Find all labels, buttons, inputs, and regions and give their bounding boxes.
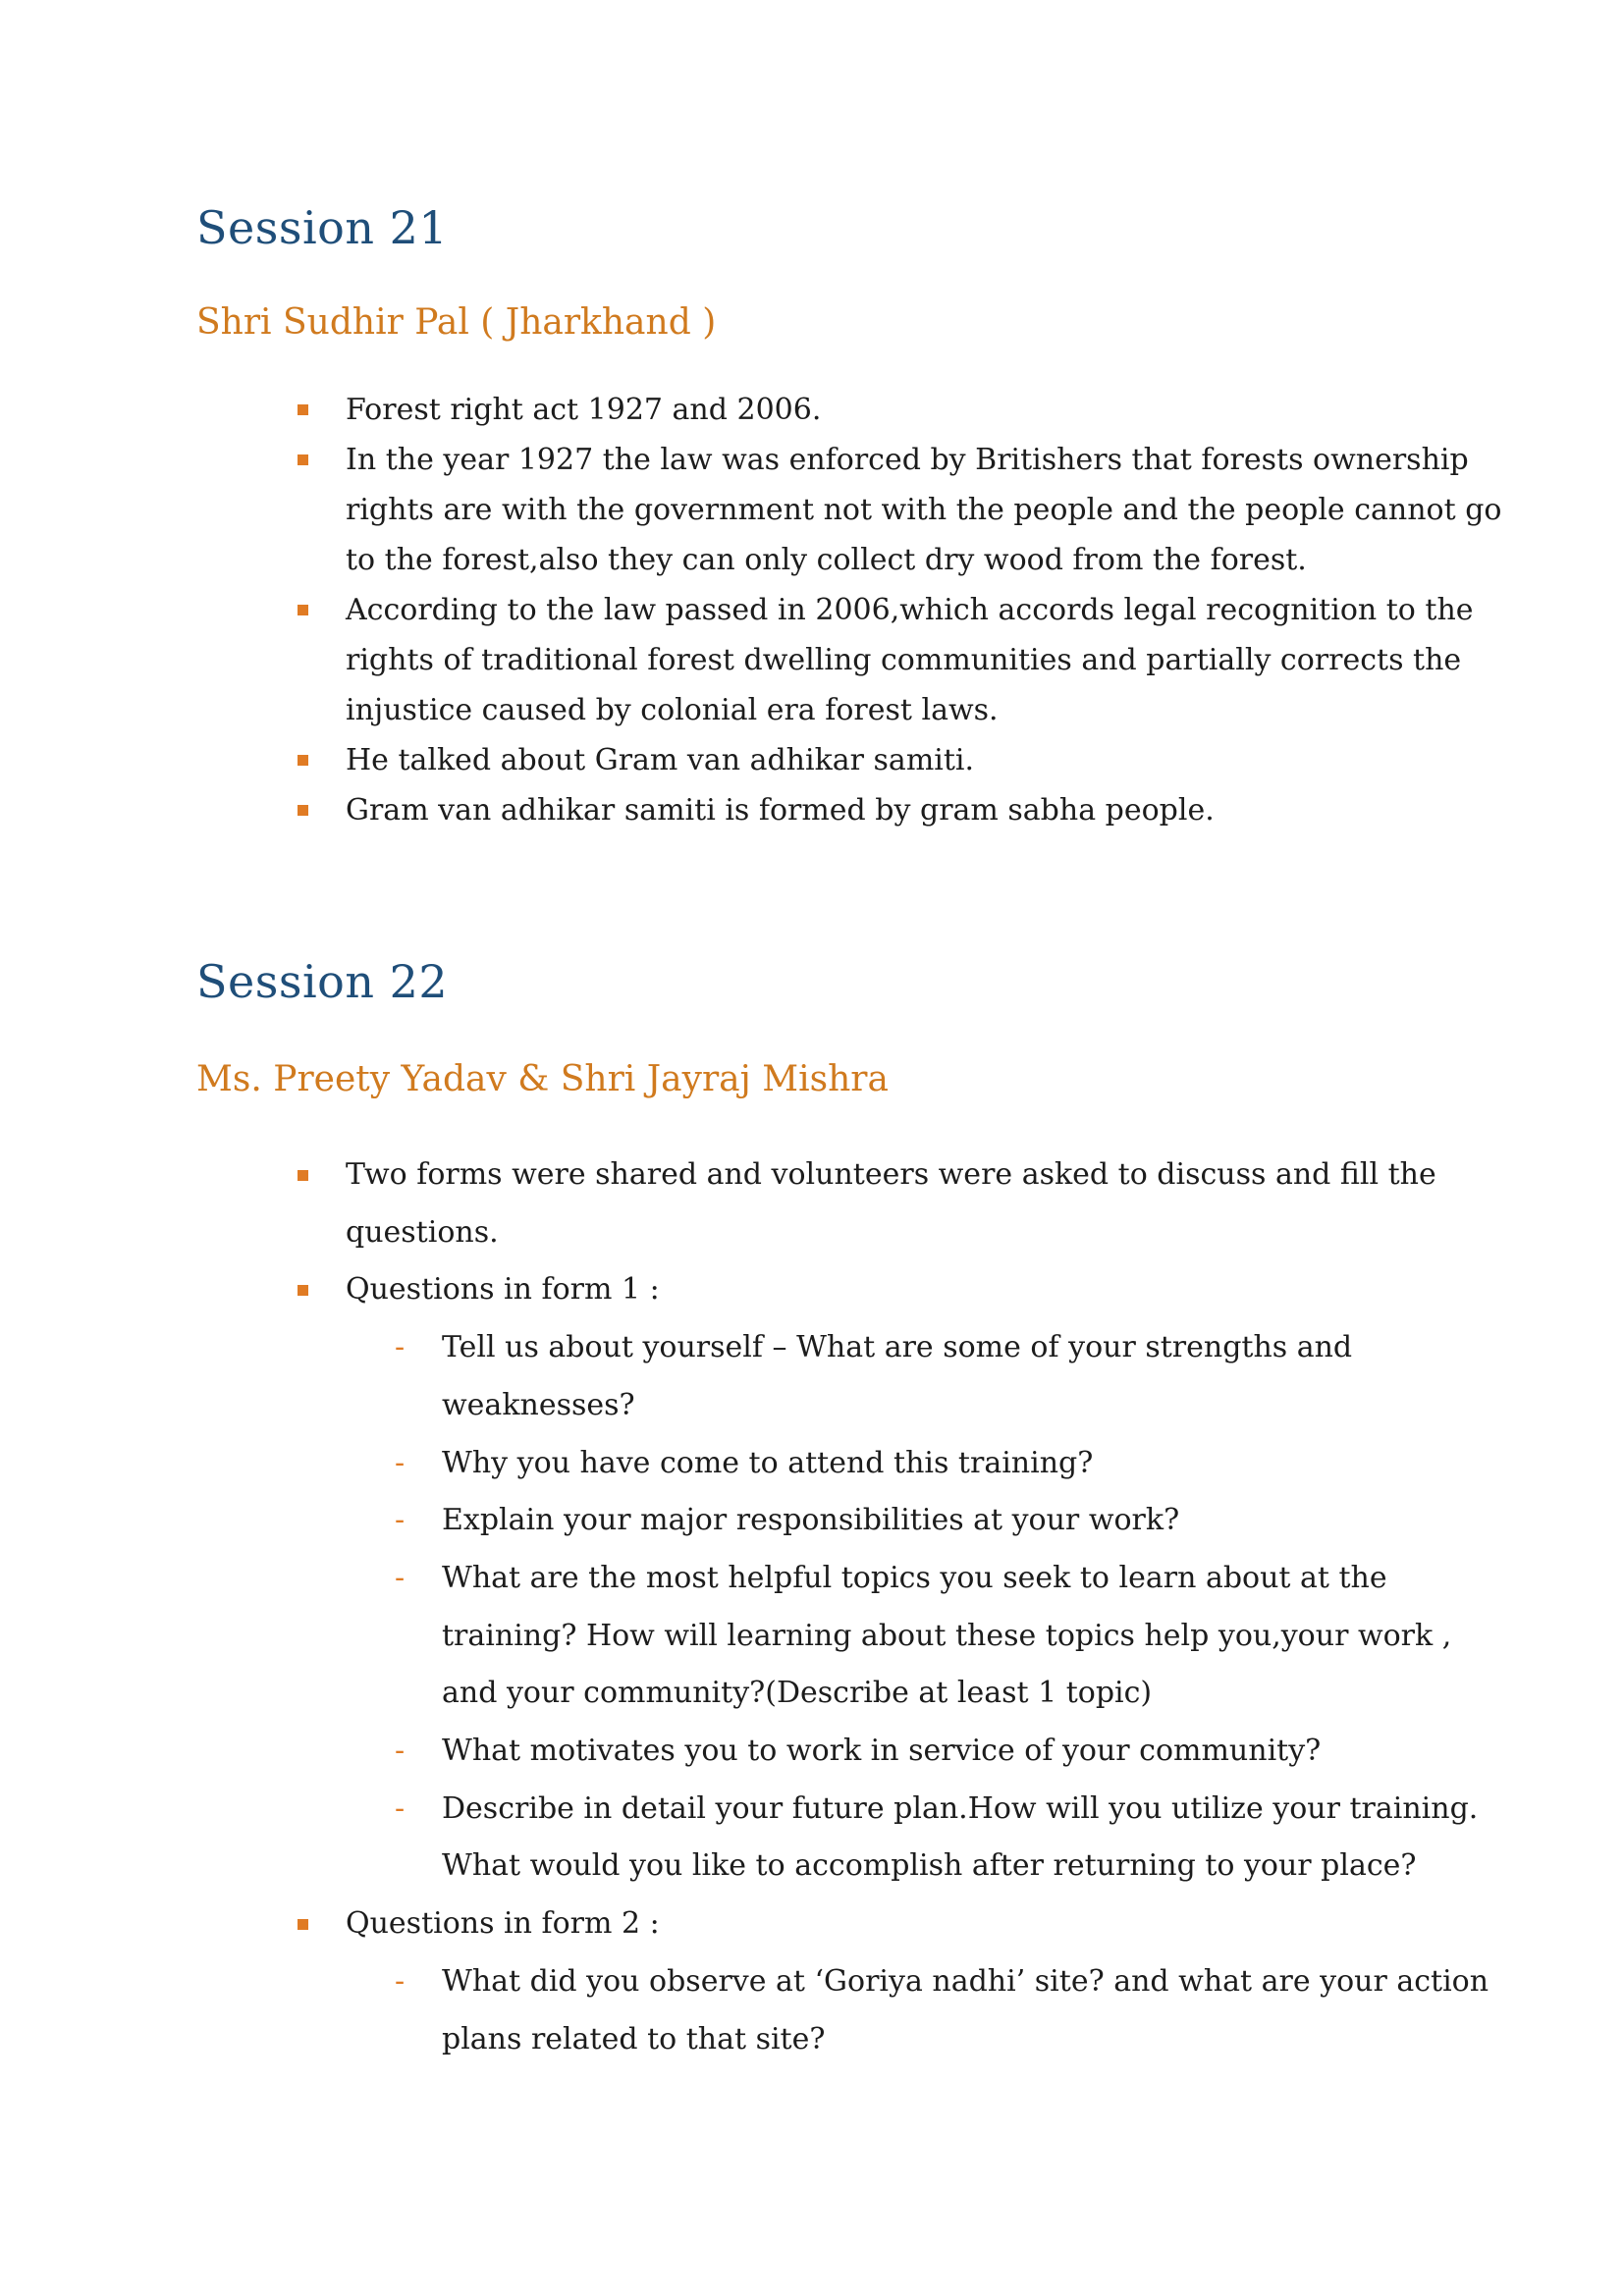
bullet-item [295,1896,1502,2068]
question-item: - What are the most helpful topics you seek to learn about at the training? How will learning about these topics help you,your work , and your community?(Describe at least 1 topic) [393,1550,1502,1723]
bullet-item: Forest right act 1927 and 2006. [295,385,1502,435]
question-item: - Tell us about yourself – What are some of your strengths and weaknesses? [393,1319,1502,1434]
bullet-text: Questions in form 2 : [346,1906,660,1942]
bullet-item: Gram van adhikar samiti is formed by gram sabha people. [295,785,1502,835]
form-2-question-list [393,1953,1502,2068]
bullet-item: In the year 1927 the law was enforced by Britishers that forests ownership rights are with the government not with the people and the people cannot go to the forest,also they can only collect dry wood from the forest. [295,435,1502,585]
bullet-item: He talked about Gram van adhikar samiti. [295,735,1502,785]
session-22-title: Session 22 [196,955,449,1008]
session-22-speaker: Ms. Preety Yadav & Shri Jayraj Mishra [196,1059,889,1099]
session-22-bullet-list [295,1147,1502,2068]
question-item: - Describe in detail your future plan.How will you utilize your training. What would you like to accomplish after returning to your place? [393,1781,1502,1896]
bullet-item: According to the law passed in 2006,which accords legal recognition to the rights of traditional forest dwelling communities and partially corrects the injustice caused by colonial era forest laws. [295,585,1502,735]
session-21-speaker: Shri Sudhir Pal ( Jharkhand ) [196,302,717,343]
question-item: - Explain your major responsibilities at your work? [393,1492,1502,1550]
bullet-text: Questions in form 1 : [346,1272,660,1308]
question-item: - What motivates you to work in service of your community? [393,1723,1502,1781]
bullet-text: Two forms were shared and volunteers were asked to discuss and fill the questions. [346,1157,1436,1250]
session-21-title: Session 21 [196,201,449,254]
form-1-question-list [393,1319,1502,1896]
bullet-item [295,1147,1502,1261]
session-21-bullet-list [295,385,1502,835]
question-item: - Why you have come to attend this training? [393,1435,1502,1493]
bullet-item [295,1261,1502,1896]
question-item: - What did you observe at ‘Goriya nadhi’ site? and what are your action plans related to that site? [393,1953,1502,2068]
